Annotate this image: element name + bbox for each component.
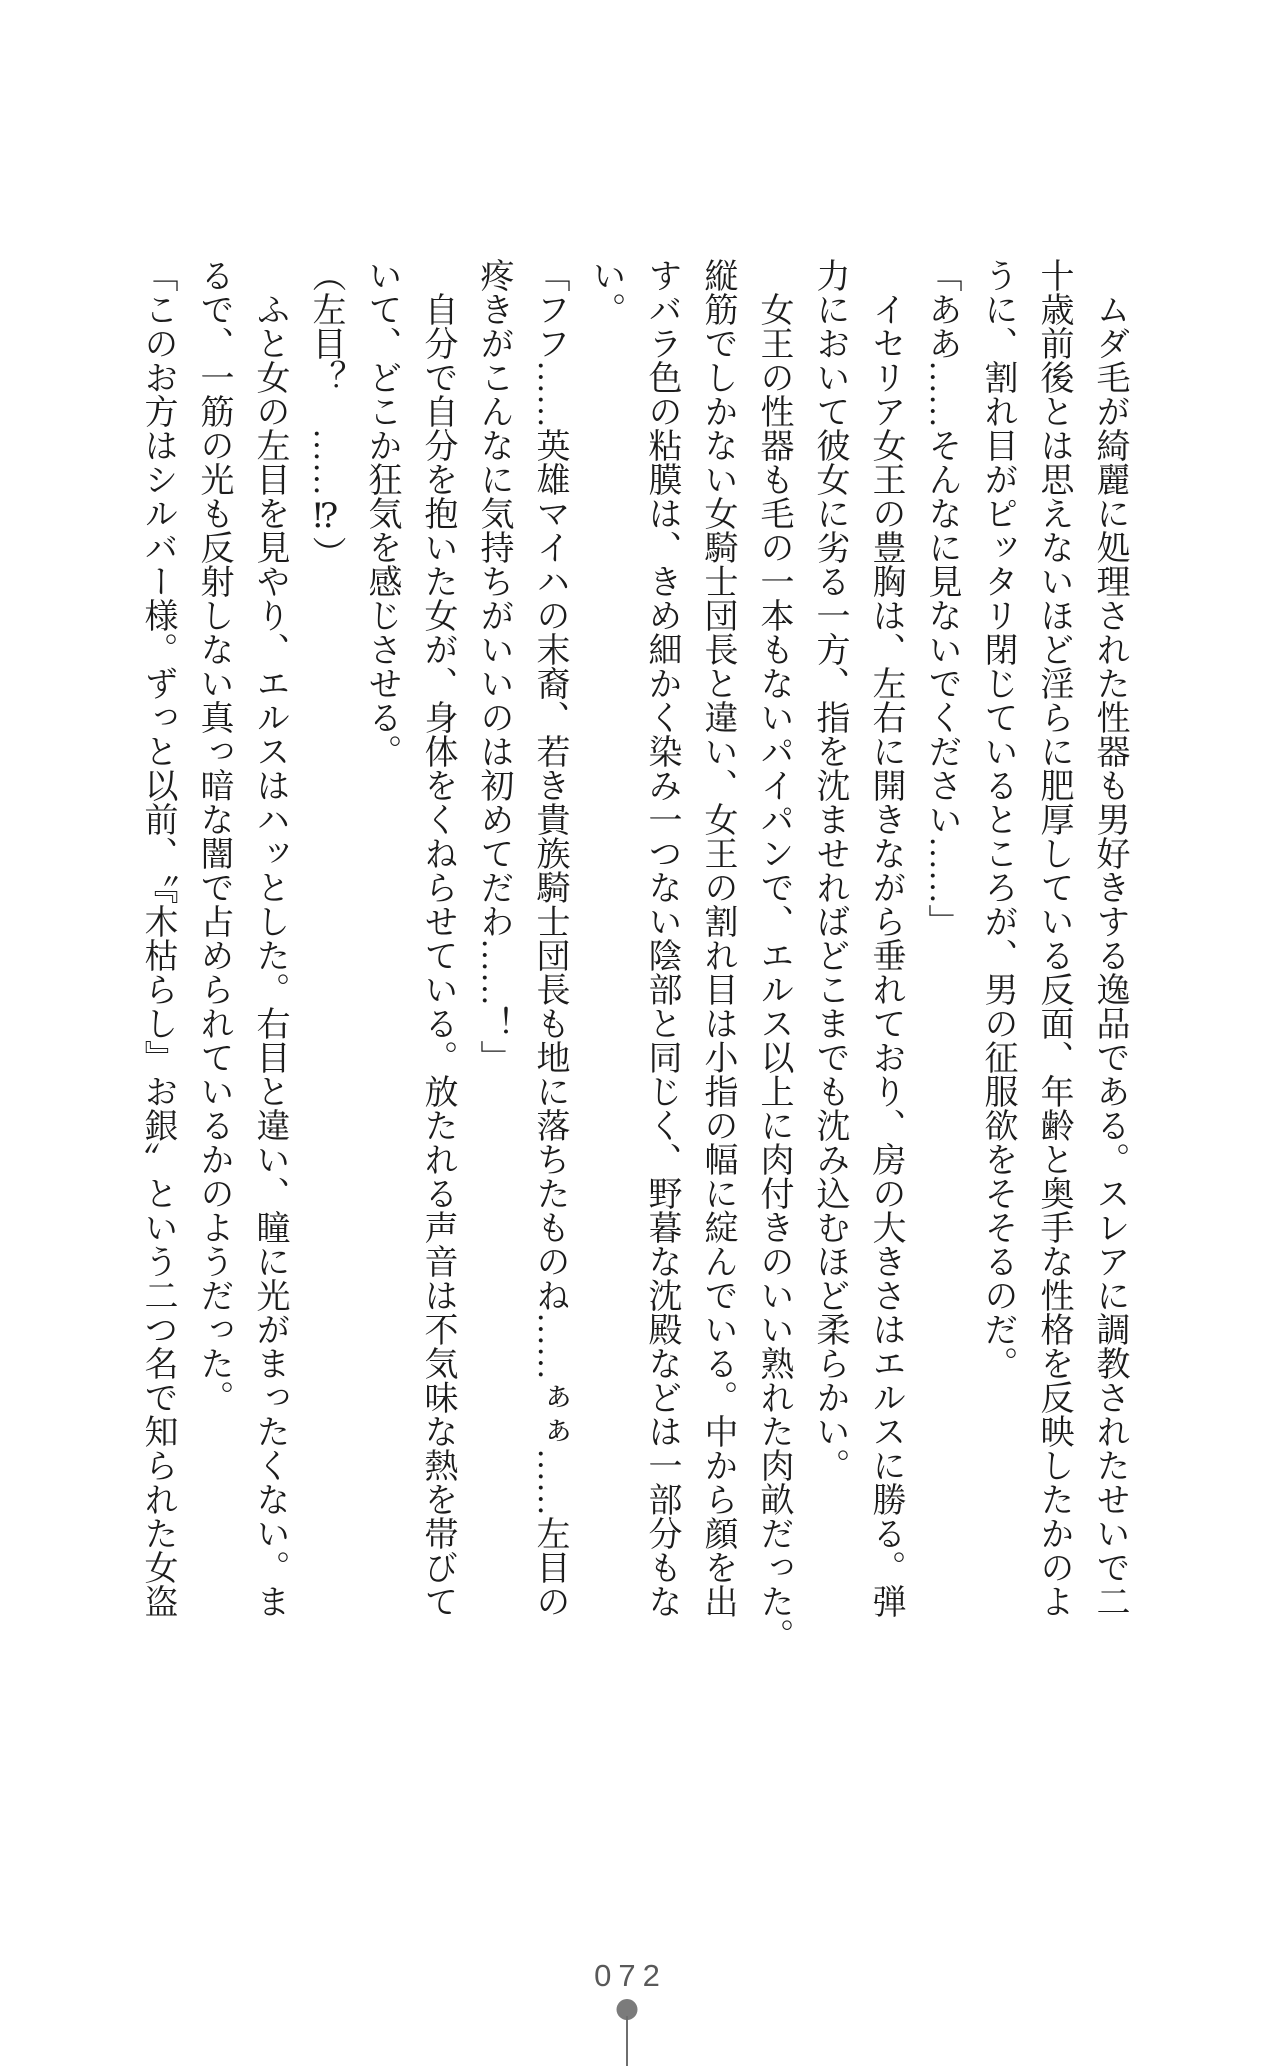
text-column-15: （左目？ ……⁉）	[307, 258, 344, 570]
text-column-11: 「フフ……英雄マイハの末裔、若き貴族騎士団長も地に落ちたものね……ぁぁ……左目の	[531, 258, 568, 1618]
text-column-9: すバラ色の粘膜は、きめ細かく染み一つない陰部と同じく、野暮な沈殿などは一部分もな	[643, 258, 680, 1618]
text-column-16: ふと女の左目を見やり、エルスはハッとした。右目と違い、瞳に光がまったくない。ま	[251, 258, 288, 1618]
text-column-6: 力において彼女に劣る一方、指を沈ませればどこまでも沈み込むほど柔らかい。	[811, 258, 848, 1482]
text-column-2: 十歳前後とは思えないほど淫らに肥厚している反面、年齢と奥手な性格を反映したかのよ	[1035, 258, 1072, 1618]
footer-marker-line	[626, 2016, 628, 2066]
text-column-3: うに、割れ目がピッタリ閉じているところが、男の征服欲をそそるのだ。	[979, 258, 1016, 1380]
footer-marker-dot	[617, 1999, 638, 2020]
text-column-1: ムダ毛が綺麗に処理された性器も男好きする逸品である。スレアに調教されたせいで二	[1091, 258, 1128, 1618]
text-column-14: いて、どこか狂気を感じさせる。	[363, 258, 400, 768]
text-block	[129, 258, 1137, 1678]
text-column-7: 女王の性器も毛の一本もないパイパンで、エルス以上に肉付きのいい熟れた肉畝だった。	[755, 258, 792, 1652]
text-column-17: るで、一筋の光も反射しない真っ暗な闇で占められているかのようだった。	[195, 258, 232, 1414]
text-column-5: イセリア女王の豊胸は、左右に開きながら垂れており、房の大きさはエルスに勝る。弾	[867, 258, 904, 1618]
text-column-8: 縦筋でしかない女騎士団長と違い、女王の割れ目は小指の幅に綻んでいる。中から顔を出	[699, 258, 736, 1618]
text-column-18: 「このお方はシルバー様。ずっと以前、〝『木枯らし』お銀〟という二つ名で知られた女盗	[139, 258, 176, 1618]
text-column-4: 「ああ……そんなに見ないでください……」	[923, 258, 960, 938]
text-column-10: い。	[587, 258, 624, 326]
text-column-12: 疼きがこんなに気持ちがいいのは初めてだわ……！」	[475, 258, 512, 1074]
page-number: 072	[594, 1958, 667, 1993]
text-column-13: 自分で自分を抱いた女が、身体をくねらせている。放たれる声音は不気味な熱を帯びて	[419, 258, 456, 1618]
